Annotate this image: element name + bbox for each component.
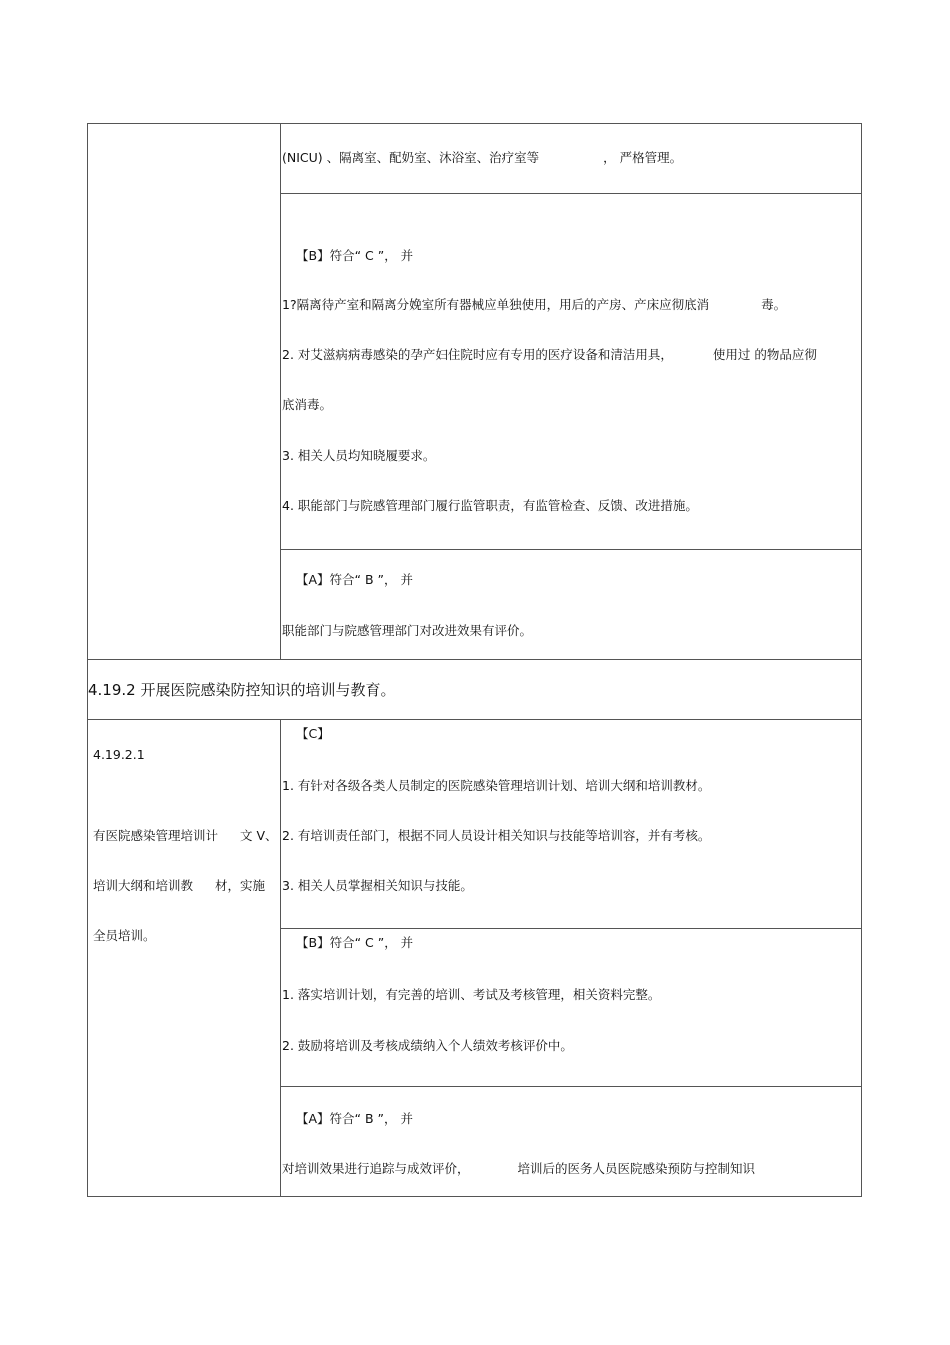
left-line-2	[93, 878, 265, 894]
blockC-item-1: 1. 有针对各级各类人员制定的医院感染管理培训计划、培训大纲和培训教材。	[282, 778, 711, 793]
block2-item-2-text-b: 使用过 的物品应彻	[712, 347, 817, 362]
block2-item-3: 3. 相关人员均知晓履要求。	[282, 448, 436, 463]
left-line-2-a: 培训大纲和培训教	[93, 878, 194, 893]
blockA2-heading: 【A】符合“ B ”， 并	[296, 1111, 413, 1126]
block2-item-4: 4. 职能部门与院感管理部门履行监管职责，有监管检查、反馈、改进措施。	[282, 498, 698, 513]
left-line-1-a: 有医院感染管理培训计	[93, 828, 219, 843]
left-line-1-b: 文 V、	[240, 828, 278, 843]
block1-line	[282, 150, 682, 166]
block2-heading: 【B】符合“ C ”， 并	[296, 248, 414, 263]
row-separator	[280, 928, 862, 929]
section-title: 4.19.2 开展医院感染防控知识的培训与教育。	[88, 681, 396, 699]
block2-item-2	[282, 347, 817, 363]
blockB2-heading: 【B】符合“ C ”， 并	[296, 935, 414, 950]
section-separator-top	[87, 659, 862, 660]
left-code: 4.19.2.1	[93, 747, 145, 762]
blockC-item-2: 2. 有培训责任部门，根据不同人员设计相关知识与技能等培训容，并有考核。	[282, 828, 711, 843]
left-line-3: 全员培训。	[93, 928, 156, 943]
block1-text-a: (NICU) 、隔离室、配奶室、沐浴室、治疗室等	[282, 150, 540, 165]
blockA2-line-b: 培训后的医务人员医院感染预防与控制知识	[517, 1161, 756, 1176]
table-frame	[87, 123, 862, 1197]
left-line-1	[93, 828, 278, 844]
block2-item-1-text-b: 毒。	[761, 297, 787, 312]
column-divider-top	[280, 123, 281, 660]
blockC-heading: 【C】	[296, 726, 330, 741]
blockB2-item-1: 1. 落实培训计划，有完善的培训、考试及考核管理，相关资料完整。	[282, 987, 661, 1002]
left-line-2-b: 材，实施	[215, 878, 266, 893]
blockA2-line	[282, 1161, 755, 1177]
row-separator	[280, 549, 862, 550]
row-separator	[280, 193, 862, 194]
column-divider-bottom	[280, 720, 281, 1197]
blockA2-line-a: 对培训效果进行追踪与成效评价，	[282, 1161, 470, 1176]
block3-line: 职能部门与院感管理部门对改进效果有评价。	[282, 623, 533, 638]
block2-item-2-cont: 底消毒。	[282, 397, 333, 412]
section-separator-bottom	[87, 719, 862, 720]
blockB2-item-2: 2. 鼓励将培训及考核成绩纳入个人绩效考核评价中。	[282, 1038, 573, 1053]
row-separator	[280, 1086, 862, 1087]
blockC-item-3: 3. 相关人员掌握相关知识与技能。	[282, 878, 473, 893]
block1-text-b: ， 严格管理。	[603, 150, 683, 165]
block2-item-2-text-a: 2. 对艾滋病病毒感染的孕产妇住院时应有专用的医疗设备和清洁用具，	[282, 347, 673, 362]
block2-item-1	[282, 297, 786, 313]
block3-heading: 【A】符合“ B ”， 并	[296, 572, 413, 587]
block2-item-1-text-a: 1?隔离待产室和隔离分娩室所有器械应单独使用，用后的产房、产床应彻底消	[282, 297, 710, 312]
